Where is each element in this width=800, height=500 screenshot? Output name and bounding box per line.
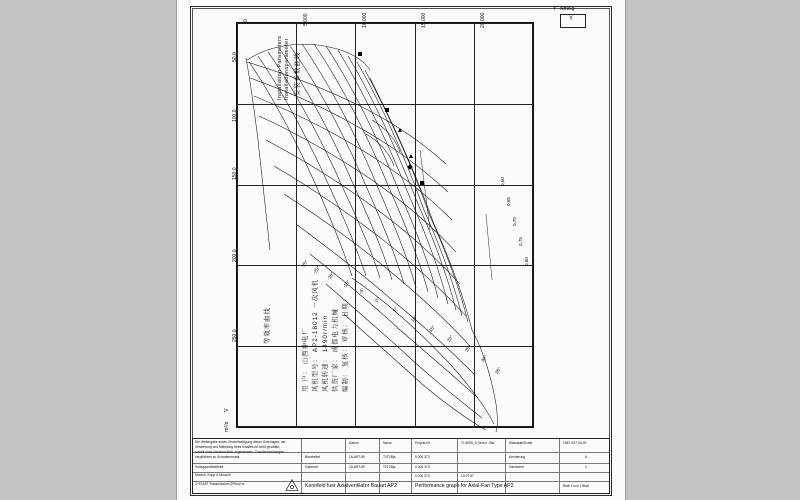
spec-line-4: 供货厂家： 成都电力机械 bbox=[332, 307, 339, 392]
drawing-title-de: Kennfeld fuer Axialventilator Bauart AP2 bbox=[305, 483, 397, 489]
x-tick-2: 150.0 bbox=[232, 167, 238, 180]
row2-c2: T0T2Bja bbox=[383, 465, 396, 469]
row1-c5: Aenderung bbox=[509, 455, 526, 459]
row1-c0: Bearbeitet bbox=[305, 455, 321, 459]
blade-angle-3: -10° bbox=[342, 279, 351, 289]
row2-c3: 0.000 373 bbox=[415, 465, 430, 469]
blade-angle-2: -15° bbox=[326, 271, 335, 281]
col-header-massstab: Massstab/Scale bbox=[509, 441, 533, 445]
row2-c0: Geprueft bbox=[305, 465, 318, 469]
y-axis-unit: Nm/kg bbox=[560, 6, 575, 12]
efficiency-label-2: 0,70 bbox=[512, 217, 517, 226]
col-header-blatt: 1987-007-00-00 bbox=[563, 441, 587, 445]
row1-c2: T0T2Bja bbox=[383, 455, 396, 459]
x-tick-3: 200.0 bbox=[232, 249, 238, 262]
col-header-name: Name bbox=[383, 441, 392, 445]
y-axis-symbol: Y bbox=[553, 6, 557, 12]
efficiency-label-0: 0,60 bbox=[500, 177, 505, 186]
row2-c6: 2 bbox=[585, 465, 587, 469]
row3-c2: 0.000 373 bbox=[415, 474, 430, 478]
col-header-projekt: Projekt-Nr. bbox=[415, 441, 431, 445]
spec-line-3: 风机转速： 1490r/min bbox=[322, 314, 329, 392]
row1-c1: 18-ART-89 bbox=[349, 455, 365, 459]
col-header-tl: TL/MSS_S Vers'k. /Stk. bbox=[461, 441, 496, 445]
spec-line-2: 风机型号： AP2-18012 一次风机 bbox=[312, 278, 319, 392]
x-tick-0: 50.0 bbox=[232, 52, 238, 62]
row1-c6: A bbox=[585, 455, 588, 459]
y-tick-1: 5.000 bbox=[303, 13, 309, 26]
blade-angle-1: -20° bbox=[312, 265, 321, 275]
legal-text-3: soweit nicht ausdruecklich zugestanden. Zuwiderhandlungen bbox=[195, 450, 284, 454]
operating-point-B-marker bbox=[385, 108, 389, 112]
x-axis-symbol: V bbox=[224, 408, 230, 412]
y-tick-0: 0 bbox=[243, 19, 249, 22]
row2-c5: Handwerk bbox=[509, 465, 524, 469]
efficiency-label-4: 0,80 bbox=[524, 257, 529, 266]
efficiency-label-1: 0,65 bbox=[506, 197, 511, 206]
efficiency-label-3: 0,75 bbox=[518, 237, 523, 246]
blade-angle-12: 35° bbox=[494, 366, 503, 375]
y-tick-4: 20.000 bbox=[480, 12, 486, 28]
col-header-datum: Datum bbox=[349, 441, 359, 445]
maker-name: Munich, Kopp & Moosch bbox=[195, 473, 231, 477]
blade-angle-7: 10° bbox=[410, 314, 419, 323]
legal-text-4: verpflichten zu Schadenersatz. bbox=[195, 455, 241, 459]
annotation-eff-cn: 等效率曲线 bbox=[264, 307, 271, 344]
spec-line-5: 编制： 复核： 审核： 日期： bbox=[342, 294, 349, 392]
howden-logo-icon bbox=[285, 479, 299, 491]
blade-angle-10: 25° bbox=[464, 344, 473, 353]
operating-point-F-marker bbox=[420, 181, 424, 185]
title-block bbox=[192, 438, 610, 494]
blade-angle-0: -25° bbox=[300, 259, 309, 269]
corner-mark: Y bbox=[569, 16, 574, 22]
blade-angle-6: 5° bbox=[392, 306, 399, 313]
blade-angle-9: 20° bbox=[446, 334, 455, 343]
drawing-title-en: Performance graph for Axial-Fan Type AP2 bbox=[415, 483, 514, 489]
x-tick-4: 250.0 bbox=[232, 329, 238, 342]
operating-point-C-marker bbox=[398, 128, 402, 132]
spec-line-1: 用 户： 山西神电厂 bbox=[302, 327, 309, 392]
annotation-install-de: Installationsparameter bbox=[284, 38, 290, 100]
x-tick-1: 100.0 bbox=[232, 109, 238, 122]
operating-point-D-marker bbox=[409, 154, 413, 158]
legal-text-1: Die Weitergabe sowie Vervielfaeltigung dieser Unterlagen, die bbox=[195, 440, 286, 444]
annotation-install-cn: 安装参数曲线 bbox=[294, 51, 301, 96]
annotation-install-en: Installation Parameters bbox=[277, 35, 283, 100]
blade-angle-5: 0° bbox=[374, 296, 381, 303]
y-tick-2: 10.000 bbox=[362, 12, 368, 28]
maker-label: Hollegaardtiedtfeldt bbox=[195, 465, 224, 469]
legal-text-2: Verwertung und Mitteilung ihres Inhaltes ist nicht gestattet, bbox=[195, 445, 281, 449]
operating-point-A-marker bbox=[358, 52, 362, 56]
blatt-info: Blatt 1 von 1 Blatt bbox=[563, 484, 589, 488]
maker-note: 2+87&87 Transmission (2Pkw)+w bbox=[195, 482, 245, 486]
blade-angle-11: 30° bbox=[480, 354, 489, 363]
blade-angle-4: -5° bbox=[358, 287, 366, 295]
row1-c3: 0.000 373 bbox=[415, 455, 430, 459]
blade-angle-8: 15° bbox=[428, 324, 437, 333]
row2-c1: 18-ART-89 bbox=[349, 465, 365, 469]
x-axis-unit: m³/s bbox=[224, 421, 230, 432]
y-tick-3: 15.000 bbox=[421, 12, 427, 28]
row3-c3: 10.07.87 bbox=[461, 474, 474, 478]
